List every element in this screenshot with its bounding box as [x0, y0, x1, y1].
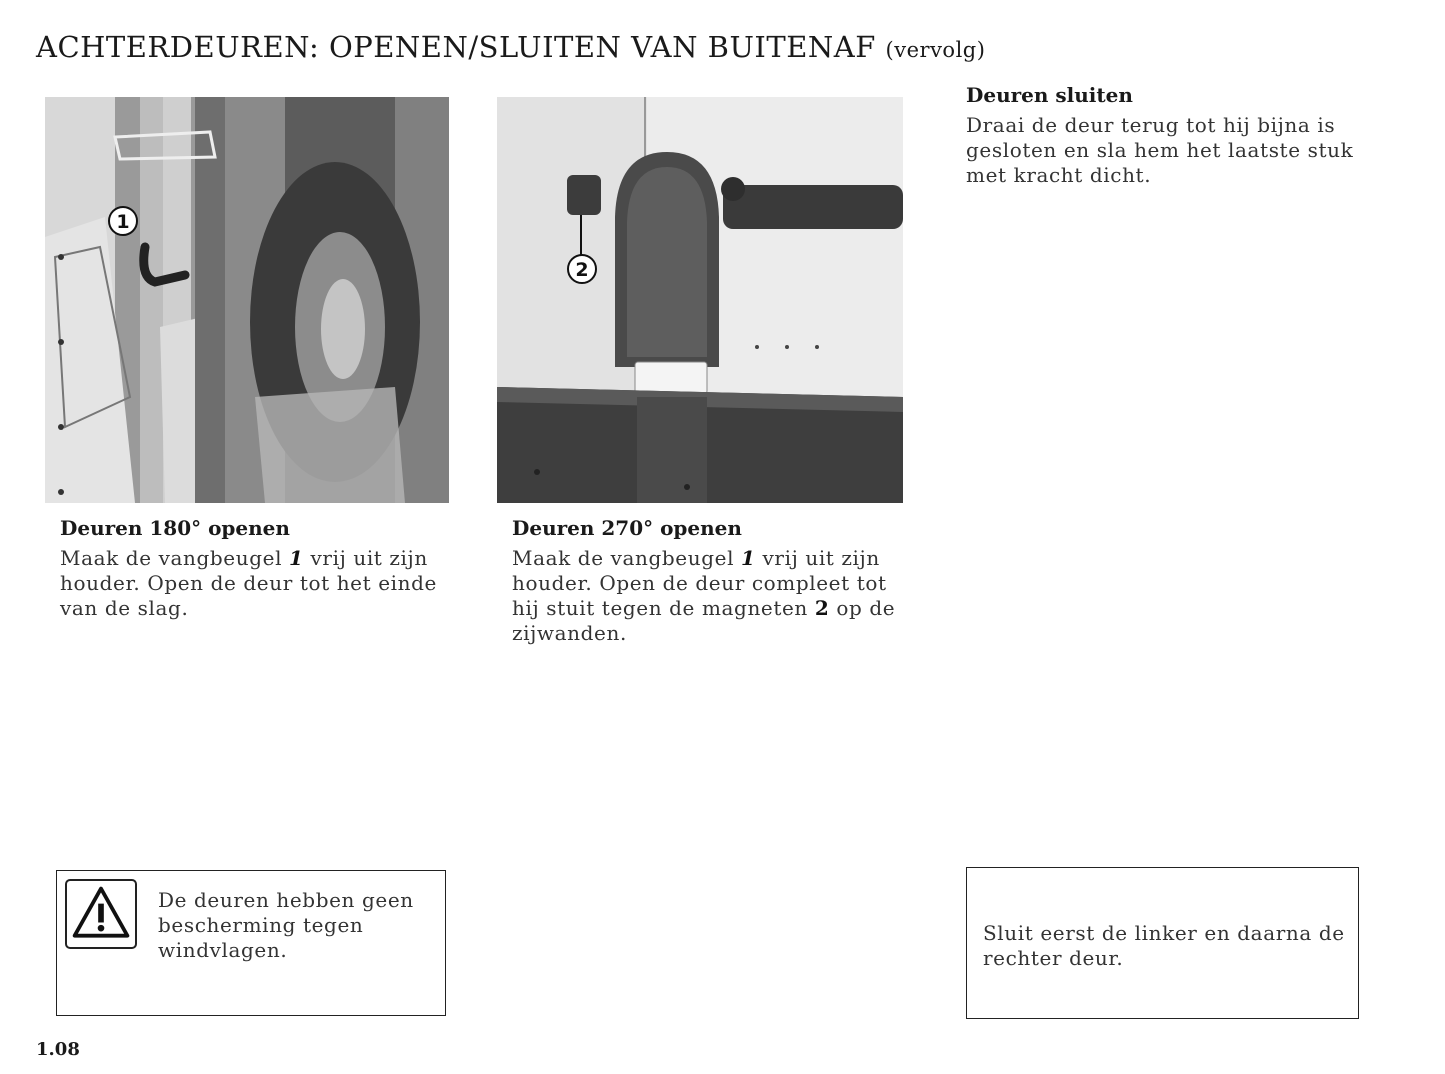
ref-1b: 1 [741, 546, 756, 570]
photo-door-catch [45, 97, 449, 503]
title-sub: (vervolg) [885, 38, 986, 62]
heading-close: Deuren sluiten [966, 83, 1133, 107]
photo-door-magnet-graphic [497, 97, 903, 503]
text-270-c: op de zijwanden. [512, 596, 896, 645]
note-text: Sluit eerst de linker en daarna de rechter deur. [983, 921, 1345, 970]
text-180 [60, 546, 448, 621]
text-270 [512, 546, 904, 646]
warning-text: De deuren hebben geen bescherming tegen windvlagen. [158, 888, 414, 962]
title-main: ACHTERDEUREN: OPENEN/SLUITEN VAN BUITENAF [36, 30, 876, 64]
text-close: Draai de deur terug tot hij bijna is gesloten en sla hem het laatste stuk met kracht dicht. [966, 113, 1354, 187]
photo-door-magnet [497, 97, 903, 503]
note-box [966, 867, 1359, 1019]
heading-270: Deuren 270° openen [512, 516, 742, 540]
heading-180: Deuren 180° openen [60, 516, 290, 540]
ref-2: 2 [814, 596, 830, 620]
photo-door-catch-graphic [45, 97, 449, 503]
ref-1: 1 [289, 546, 304, 570]
warning-icon-frame [65, 879, 137, 949]
text-270-b: vrij uit zijn houder. Open de deur compleet tot hij stuit tegen de magneten [512, 546, 887, 620]
text-270-a: Maak de vangbeugel [512, 546, 742, 570]
text-180-b: vrij uit zijn houder. Open de deur tot het einde van de slag. [60, 546, 437, 620]
warning-box [56, 870, 446, 1016]
callout-2: 2 [575, 259, 589, 281]
text-180-a: Maak de vangbeugel [60, 546, 290, 570]
callout-1: 1 [116, 211, 130, 233]
page-number: 1.08 [36, 1039, 80, 1060]
page-title [36, 30, 985, 64]
warning-triangle-icon [67, 881, 135, 947]
